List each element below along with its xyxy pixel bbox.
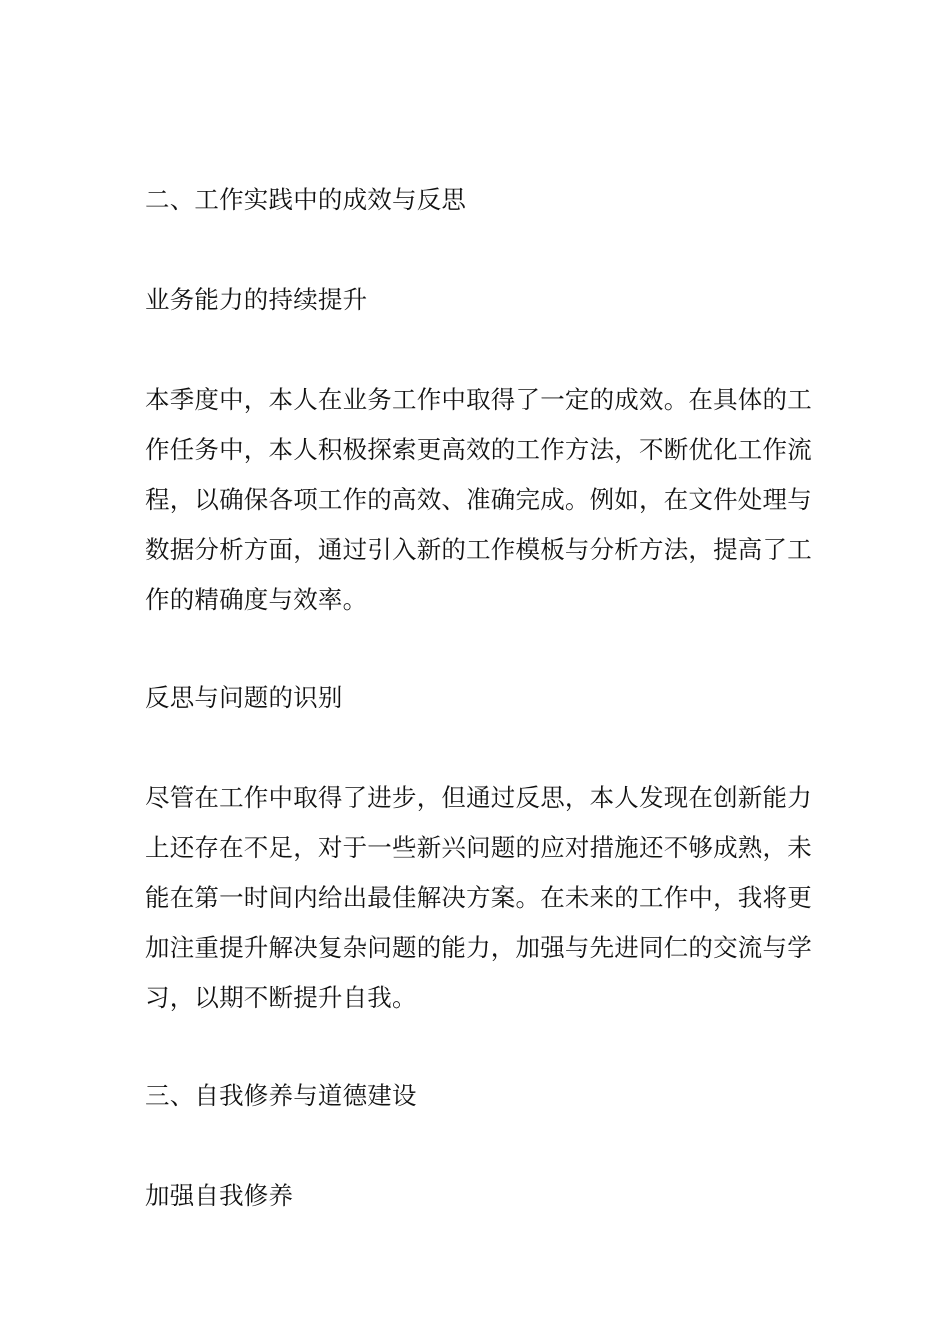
paragraph-line: 程，以确保各项工作的高效、准确完成。例如，在文件处理与 [145, 485, 812, 514]
paragraph [145, 375, 810, 625]
paragraph [145, 773, 810, 1023]
paragraph-line: 尽管在工作中取得了进步，但通过反思，本人发现在创新能力 [145, 783, 812, 812]
paragraph-line: 本季度中，本人在业务工作中取得了一定的成效。在具体的工 [145, 385, 812, 414]
paragraph-line: 上还存在不足，对于一些新兴问题的应对措施还不够成熟，未 [145, 833, 812, 862]
subsection-title: 业务能力的持续提升 [145, 285, 368, 314]
paragraph-line: 作任务中，本人积极探索更高效的工作方法，不断优化工作流 [145, 435, 812, 464]
paragraph-line: 习，以期不断提升自我。 [145, 983, 417, 1012]
subsection-title: 反思与问题的识别 [145, 683, 343, 712]
paragraph-line: 数据分析方面，通过引入新的工作模板与分析方法，提高了工 [145, 535, 812, 564]
section-heading: 二、工作实践中的成效与反思 [145, 185, 467, 214]
section-heading: 三、自我修养与道德建设 [145, 1081, 417, 1110]
paragraph-line: 作的精确度与效率。 [145, 585, 368, 614]
paragraph-line: 加注重提升解决复杂问题的能力，加强与先进同仁的交流与学 [145, 933, 812, 962]
paragraph-line: 能在第一时间内给出最佳解决方案。在未来的工作中，我将更 [145, 883, 812, 912]
subsection-title: 加强自我修养 [145, 1181, 294, 1210]
